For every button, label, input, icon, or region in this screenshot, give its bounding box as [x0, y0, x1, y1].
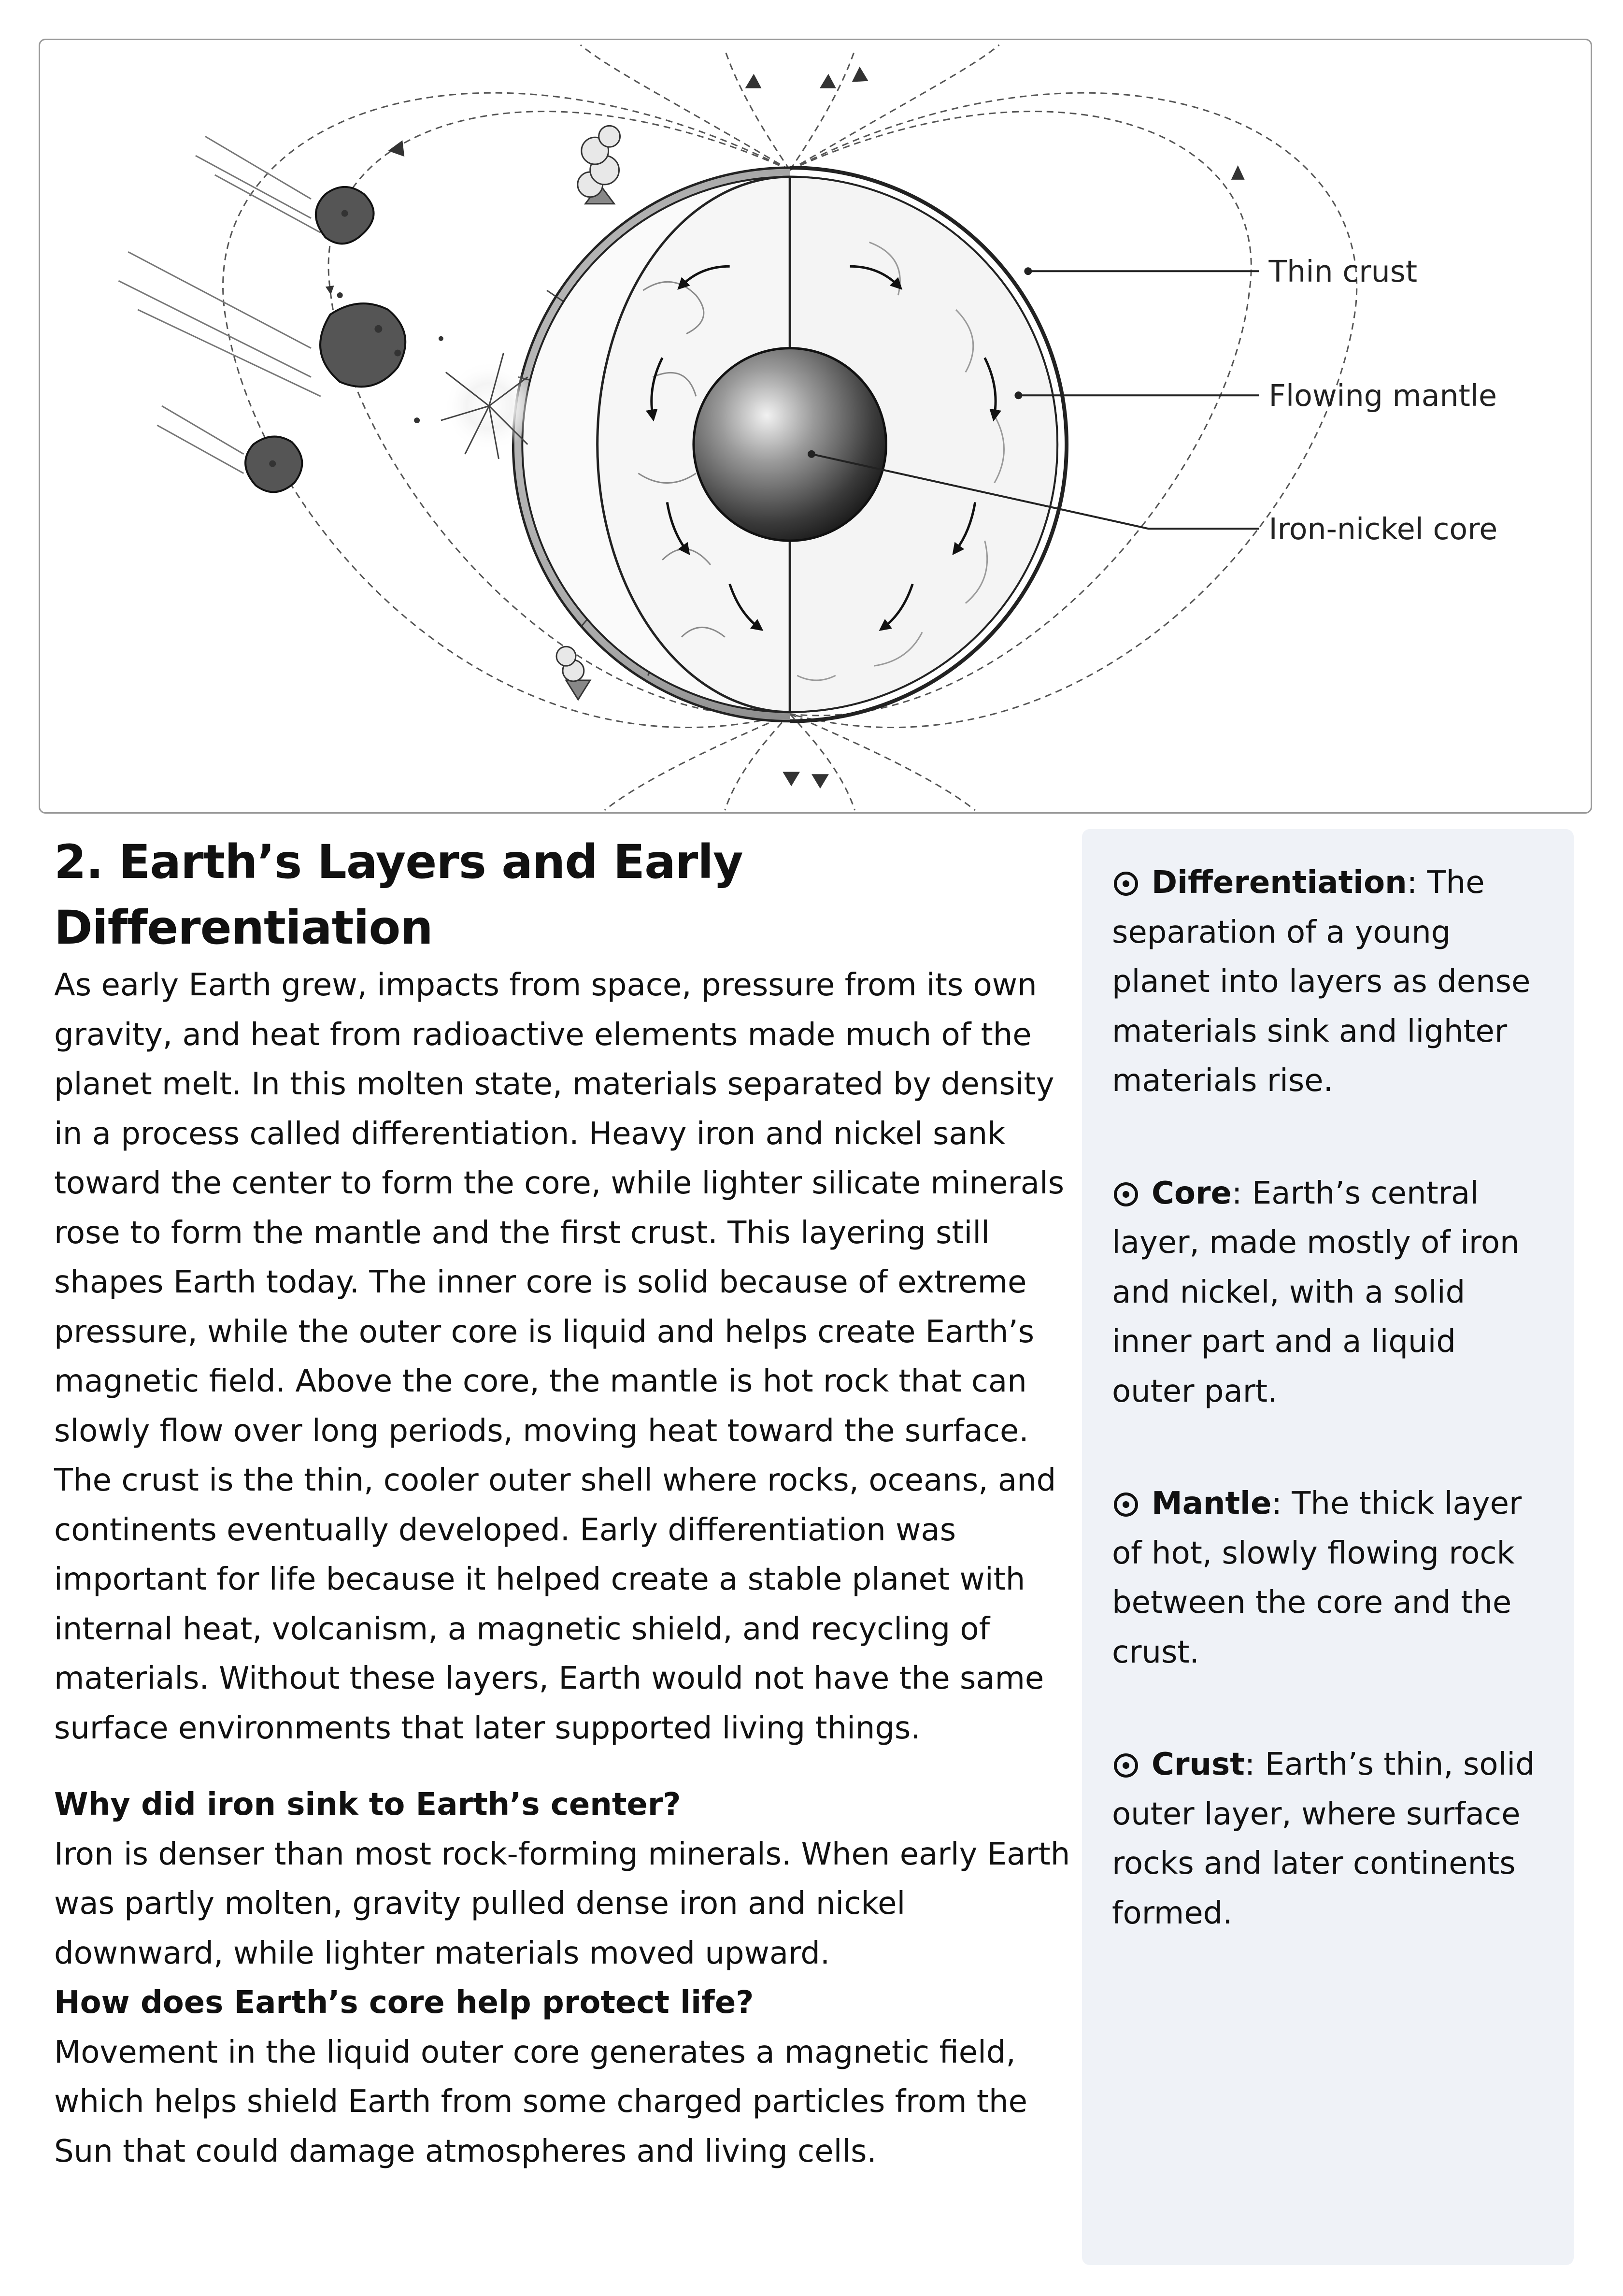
earth-layers-illustration	[39, 39, 1592, 814]
glossary-definition: : Earth’s thin, solid outer layer, where surface rocks and later continents formed.	[1112, 1747, 1535, 1931]
glossary-item-core	[1112, 1169, 1544, 1417]
glossary-item-differentiation	[1112, 858, 1544, 1106]
label-thin-crust: Thin crust	[1268, 254, 1418, 289]
target-bullet-icon	[1114, 1753, 1138, 1778]
glossary-term: Crust	[1152, 1747, 1245, 1782]
label-iron-nickel-core: Iron-nickel core	[1268, 512, 1498, 547]
question-2: How does Earth’s core help protect life?	[54, 1985, 754, 2021]
label-flowing-mantle: Flowing mantle	[1268, 378, 1497, 414]
main-content	[54, 829, 1073, 2176]
meteors	[118, 136, 443, 492]
glossary-sidebar	[1082, 829, 1574, 2265]
glossary-item-mantle	[1112, 1479, 1544, 1677]
section-title: 2. Earth’s Layers and Early Differentiation	[54, 835, 743, 955]
answer-1: Iron is denser than most rock-forming minerals. When early Earth was partly molten, gravity pulled dense iron and nickel downward, while lighter materials moved upward.	[54, 1836, 1070, 1971]
glossary-definition: : Earth’s central layer, made mostly of iron and nickel, with a solid inner part and a liquid outer part.	[1112, 1175, 1520, 1409]
section-body: As early Earth grew, impacts from space, pressure from its own gravity, and heat from radioactive elements made much of the planet melt. In this molten state, materials separated by density in a process called differentiation. Heavy iron and nickel sank toward the center to form the core, while lighter silicate minerals rose to form the mantle and the first crust. This layering still shapes Earth today. The inner core is solid because of extreme pressure, while the outer core is liquid and helps create Earth’s magnetic field. Above the core, the mantle is hot rock that can slowly flow over long periods, moving heat toward the surface. The crust is the thin, cooler outer shell where rocks, oceans, and continents eventually developed. Early differentiation was important for life because it helped create a stable planet with internal heat, volcanism, a magnetic shield, and recycling of materials. Without these layers, Earth would not have the same surface environments that later supported living things.	[54, 967, 1065, 1746]
question-1: Why did iron sink to Earth’s center?	[54, 1787, 681, 1822]
target-bullet-icon	[1114, 1492, 1138, 1517]
target-bullet-icon	[1114, 1182, 1138, 1206]
iron-nickel-core	[694, 348, 886, 541]
earth-cross-section-diagram	[40, 40, 1591, 812]
glossary-term: Differentiation	[1152, 865, 1407, 901]
answer-2: Movement in the liquid outer core generates a magnetic field, which helps shield Earth from some charged particles from the Sun that could damage atmospheres and living cells.	[54, 2034, 1027, 2169]
glossary-term: Mantle	[1152, 1486, 1272, 1521]
glossary-item-crust	[1112, 1740, 1544, 1938]
glossary-definition: : The thick layer of hot, slowly flowing rock between the core and the crust.	[1112, 1486, 1522, 1670]
glossary-term: Core	[1152, 1175, 1232, 1211]
glossary-definition: : The separation of a young planet into layers as dense materials sink and lighter materials rise.	[1112, 865, 1531, 1099]
target-bullet-icon	[1114, 872, 1138, 896]
qa-section	[54, 1780, 1073, 2176]
